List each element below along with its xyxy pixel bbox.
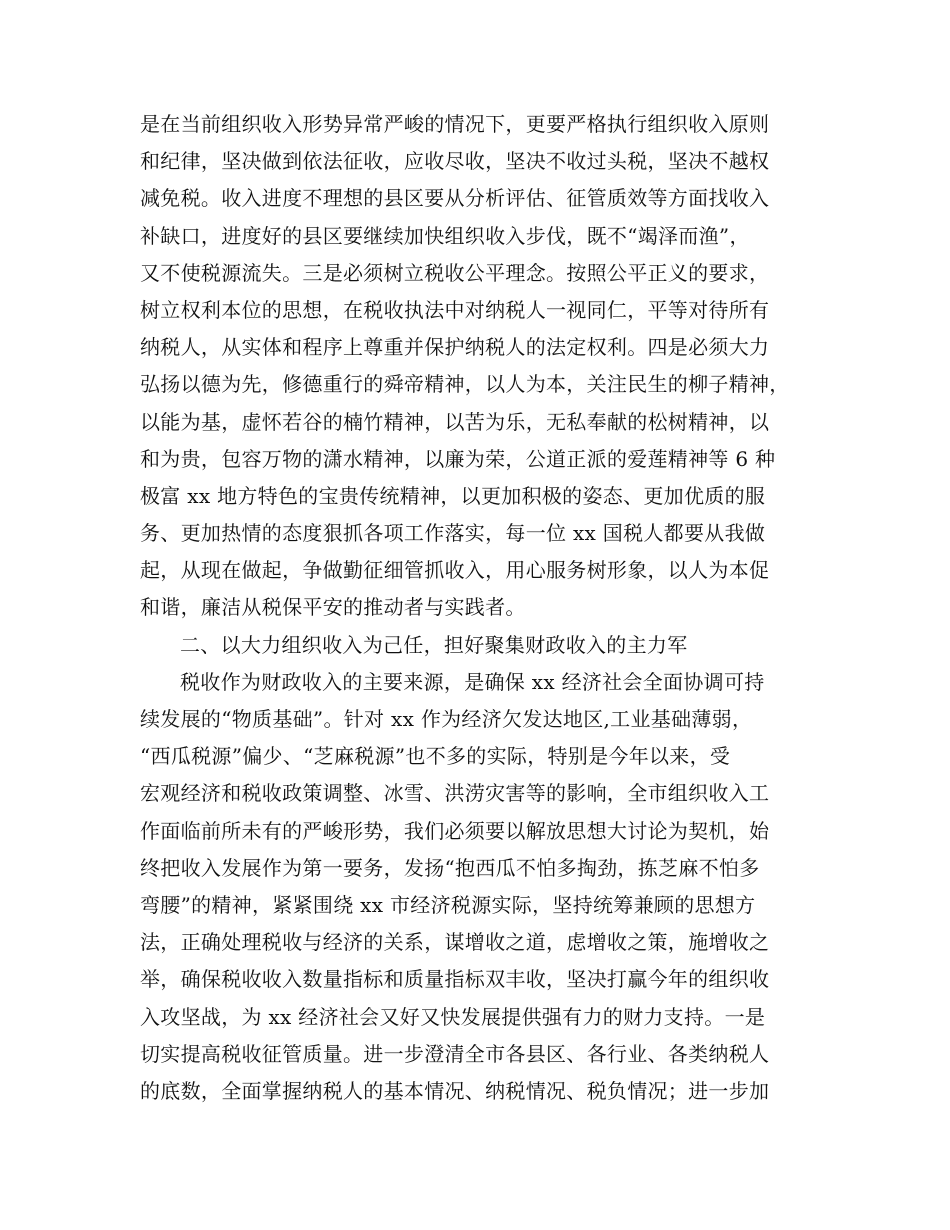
text-line-1: 是在当前组织收入形势异常严峻的情况下，更要严格执行组织收入原则 <box>140 112 770 136</box>
text-line-18: “西瓜税源”偏少、“芝麻税源”也不多的实际，特别是今年以来，受 <box>140 744 731 769</box>
text-line-10: 和为贵，包容万物的潇水精神，以廉为荣，公道正派的爱莲精神等 6 种 <box>140 446 776 471</box>
text-line-14: 和谐，廉洁从税保平安的推动者与实践者。 <box>140 595 526 620</box>
text-line-25: 入攻坚战，为 xx 经济社会又好又快发展提供强有力的财力支持。一是 <box>140 1004 766 1029</box>
document-body <box>140 106 820 1110</box>
text-line-11: 极富 xx 地方特色的宝贵传统精神，以更加积极的姿态、更加优质的服 <box>140 483 766 508</box>
text-line-24: 举，确保税收收入数量指标和质量指标双丰收，坚决打赢今年的组织收 <box>140 967 770 992</box>
text-line-26: 切实提高税收征管质量。进一步澄清全市各县区、各行业、各类纳税人 <box>140 1041 770 1066</box>
text-line-16: 税收作为财政收入的主要来源，是确保 xx 经济社会全面协调可持 <box>180 669 765 694</box>
text-line-17: 续发展的“物质基础”。针对 xx 作为经济欠发达地区,工业基础薄弱， <box>140 707 753 731</box>
text-line-23: 法，正确处理税收与经济的关系，谋增收之道，虑增收之策，施增收之 <box>140 930 770 955</box>
text-line-21: 终把收入发展作为第一要务，发扬“抱西瓜不怕多掏劲，拣芝麻不怕多 <box>140 855 760 880</box>
text-line-13: 起，从现在做起，争做勤征细管抓收入，用心服务树形象，以人为本促 <box>140 558 770 583</box>
text-line-27: 的底数，全面掌握纳税人的基本情况、纳税情况、税负情况；进一步加 <box>140 1078 770 1103</box>
section-heading-2: 二、以大力组织收入为己任，担好聚集财政收入的主力军 <box>180 632 688 657</box>
text-line-19: 宏观经济和税收政策调整、冰雪、洪涝灾害等的影响，全市组织收入工 <box>140 781 770 806</box>
text-line-2: 和纪律，坚决做到依法征收，应收尽收，坚决不收过头税，坚决不越权 <box>140 149 770 174</box>
text-line-6: 树立权利本位的思想，在税收执法中对纳税人一视同仁，平等对待所有 <box>140 297 770 322</box>
text-line-9: 以能为基，虚怀若谷的楠竹精神，以苦为乐，无私奉献的松树精神，以 <box>140 409 770 434</box>
text-line-3: 减免税。收入进度不理想的县区要从分析评估、征管质效等方面找收入 <box>140 186 770 211</box>
text-line-8: 弘扬以德为先，修德重行的舜帝精神，以人为本，关注民生的柳子精神， <box>140 372 790 397</box>
text-line-20: 作面临前所未有的严峻形势，我们必须要以解放思想大讨论为契机，始 <box>140 818 770 843</box>
text-line-5: 又不使税源流失。三是必须树立税收公平理念。按照公平正义的要求， <box>140 260 770 285</box>
text-line-12: 务、更加热情的态度狠抓各项工作落实，每一位 xx 国税人都要从我做 <box>140 521 766 546</box>
text-line-7: 纳税人，从实体和程序上尊重并保护纳税人的法定权利。四是必须大力 <box>140 335 770 360</box>
text-line-22: 弯腰”的精神，紧紧围绕 xx 市经济税源实际，坚持统筹兼顾的思想方 <box>140 892 756 917</box>
text-line-4: 补缺口，进度好的县区要继续加快组织收入步伐，既不“竭泽而渔”， <box>140 223 750 248</box>
